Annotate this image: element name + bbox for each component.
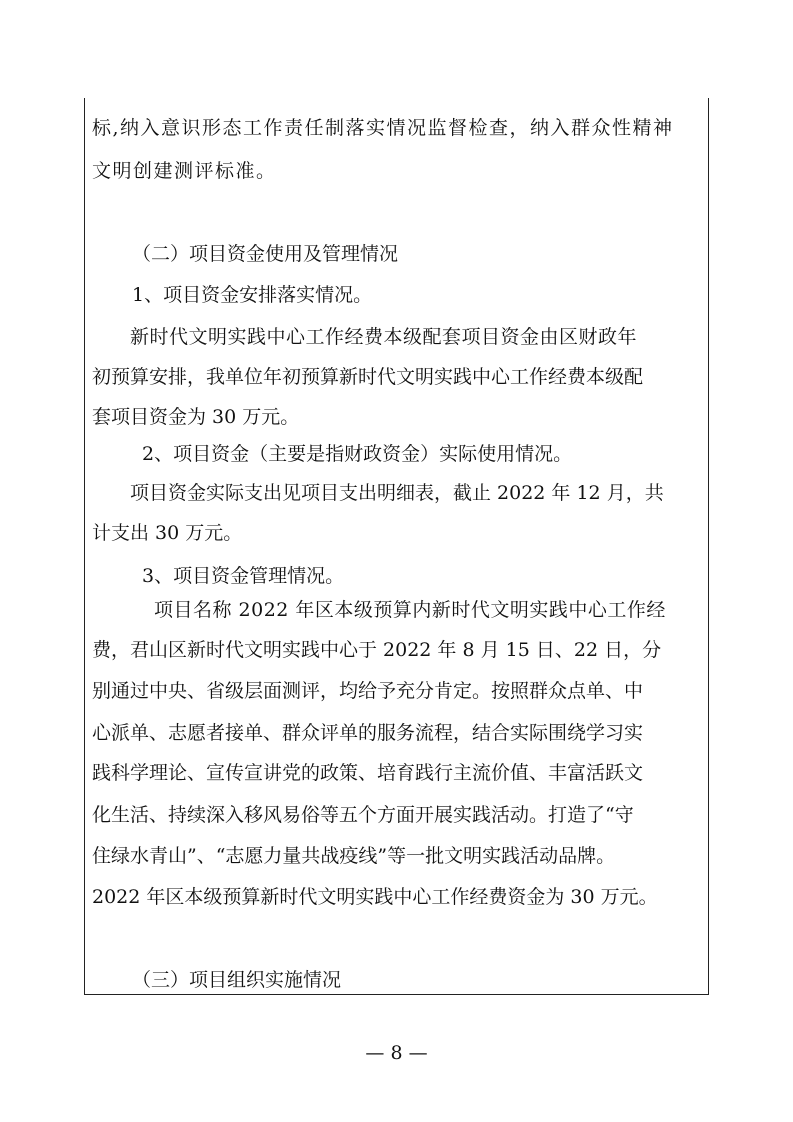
body-text-line: 初预算安排，我单位年初预算新时代文明实践中心工作经费本级配 xyxy=(92,366,644,388)
subsection-heading: 2、项目资金（主要是指财政资金）实际使用情况。 xyxy=(142,443,573,465)
body-text-line: 别通过中央、省级层面测评，均给予充分肯定。按照群众点单、中 xyxy=(92,680,644,702)
body-text-line: 化生活、持续深入移风易俗等五个方面开展实践活动。打造了“守 xyxy=(92,804,634,826)
page-number: — 8 — xyxy=(365,1042,428,1064)
body-text-line: 项目名称 2022 年区本级预算内新时代文明实践中心工作经 xyxy=(154,599,666,621)
body-text-line: 费，君山区新时代文明实践中心于 2022 年 8 月 15 日、22 日，分 xyxy=(92,639,662,661)
body-text-line: 践科学理论、宣传宣讲党的政策、培育践行主流价值、丰富活跃文 xyxy=(92,762,644,784)
section-heading: （二）项目资金使用及管理情况 xyxy=(132,243,399,265)
subsection-heading: 3、项目资金管理情况。 xyxy=(142,565,345,587)
subsection-heading: 1、项目资金安排落实情况。 xyxy=(132,284,373,306)
body-text-line: 文明创建测评标准。 xyxy=(92,160,277,182)
body-text-line: 住绿水青山”、“志愿力量共战疫线”等一批文明实践活动品牌。 xyxy=(92,845,616,867)
body-text-line: 标,纳入意识形态工作责任制落实情况监督检查，纳入群众性精神 xyxy=(92,117,674,139)
body-text-line: 心派单、志愿者接单、群众评单的服务流程，结合实际围绕学习实 xyxy=(92,722,644,744)
body-text-line: 套项目资金为 30 万元。 xyxy=(92,406,300,428)
body-text-line: 项目资金实际支出见项目支出明细表，截止 2022 年 12 月，共 xyxy=(130,482,664,504)
body-text-line: 2022 年区本级预算新时代文明实践中心工作经费资金为 30 万元。 xyxy=(92,886,658,908)
body-text-line: 计支出 30 万元。 xyxy=(92,522,243,544)
section-heading: （三）项目组织实施情况 xyxy=(132,969,342,991)
body-text-line: 新时代文明实践中心工作经费本级配套项目资金由区财政年 xyxy=(130,326,638,348)
